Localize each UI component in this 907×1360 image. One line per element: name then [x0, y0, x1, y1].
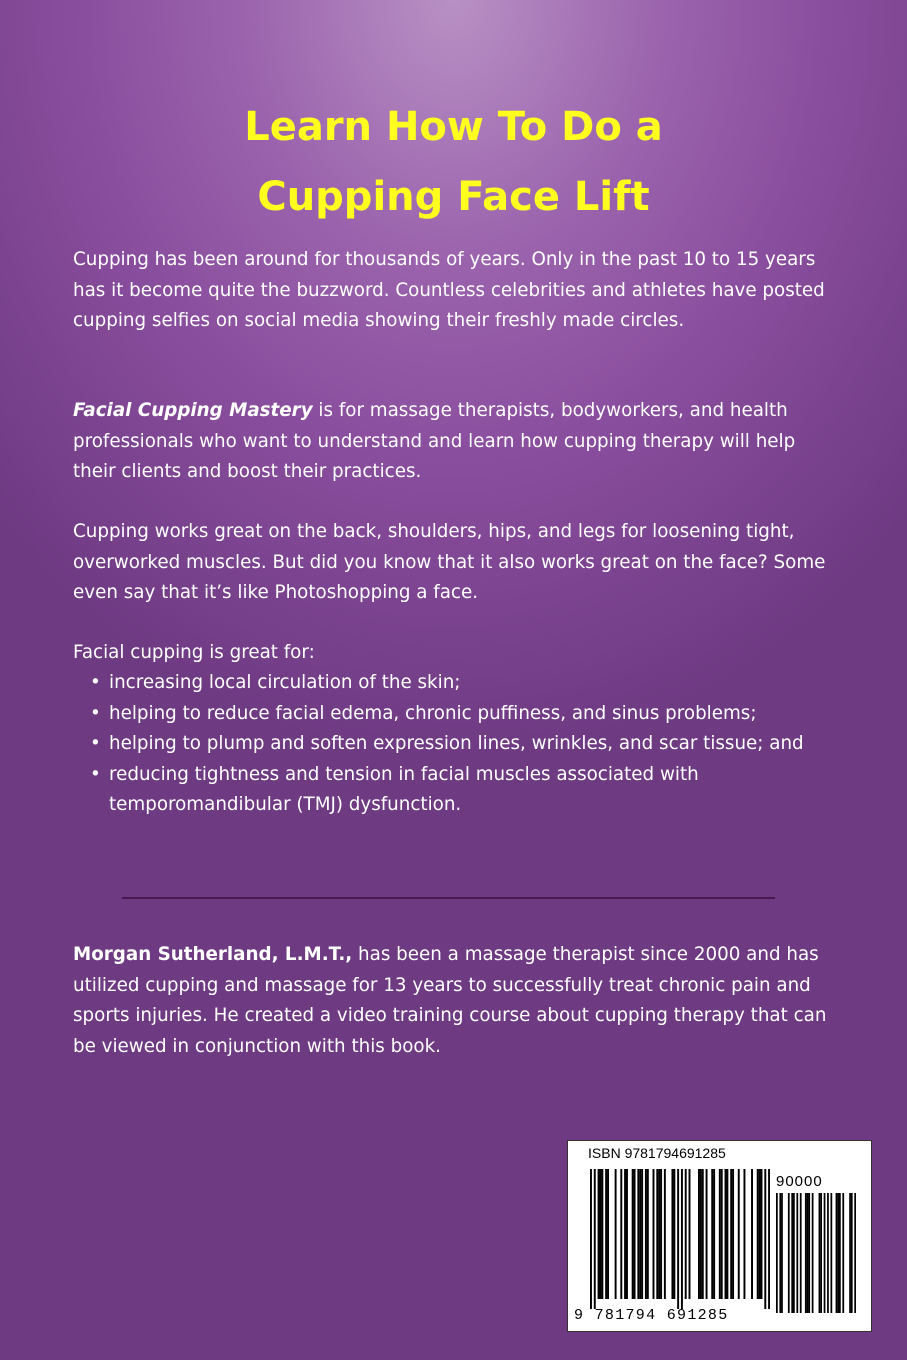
bullet-icon: • — [90, 672, 101, 693]
addon-barcode-bar — [824, 1193, 826, 1313]
barcode-bar — [632, 1169, 634, 1299]
addon-barcode-bar — [819, 1193, 821, 1313]
author-bio-paragraph — [73, 940, 843, 1062]
barcode-bar — [656, 1169, 658, 1299]
barcode-bar — [711, 1169, 713, 1299]
addon-barcode-bar — [836, 1193, 838, 1313]
addon-barcode-bar — [807, 1193, 809, 1313]
barcode-bar — [634, 1169, 636, 1299]
list-item — [73, 668, 843, 699]
addon-barcode-bar — [839, 1193, 841, 1313]
addon-barcode-bar — [788, 1193, 790, 1313]
barcode-bar — [626, 1169, 628, 1299]
list-item — [73, 699, 843, 730]
book-description-paragraph — [73, 396, 843, 488]
barcode-bar — [601, 1169, 603, 1299]
barcode-bar — [624, 1169, 626, 1299]
addon-barcode-bar — [827, 1193, 829, 1313]
isbn-barcode — [567, 1140, 872, 1332]
addon-barcode-bars — [776, 1193, 856, 1313]
ean-digits: 9 781794 691285 — [574, 1307, 729, 1324]
barcode-bar — [726, 1169, 728, 1299]
addon-barcode-bar — [849, 1193, 851, 1313]
barcode-bar — [721, 1169, 723, 1299]
barcode-bar — [732, 1169, 734, 1299]
barcode-bar — [673, 1169, 675, 1299]
barcode-bar — [764, 1169, 766, 1309]
addon-barcode-bar — [776, 1193, 778, 1313]
bullet-icon: • — [90, 702, 101, 724]
addon-barcode-bar — [793, 1193, 795, 1313]
addon-barcode-bar — [779, 1193, 781, 1313]
intro-paragraph: Cupping has been around for thousands of years. Only in the past 10 to 15 years has it become quite the buzzword. Countless celebrities and athletes have posted cupping selfies on social media showing their freshly made circles. — [73, 249, 825, 331]
barcode-bar — [713, 1169, 715, 1299]
barcode-bar — [730, 1169, 732, 1299]
barcode-bar — [700, 1169, 702, 1299]
barcode-bar — [702, 1169, 704, 1299]
barcode-bar — [738, 1169, 740, 1299]
barcode-bar — [605, 1169, 607, 1299]
barcode-bar — [660, 1169, 662, 1299]
body-uses-paragraph: Cupping works great on the back, shoulders, hips, and legs for loosening tight, overworked muscles. But did you know that it also works great on the face? Some even say that it’s like Photoshopping a face. — [73, 521, 826, 603]
barcode-bar — [681, 1169, 683, 1309]
barcode-bar — [689, 1169, 691, 1299]
barcode-bar — [599, 1169, 601, 1299]
author-name: Morgan Sutherland, L.M.T., — [73, 944, 353, 965]
barcode-bar — [743, 1169, 745, 1299]
addon-barcode-bar — [851, 1193, 853, 1313]
barcode-bar — [594, 1169, 596, 1309]
barcode-bar — [639, 1169, 641, 1299]
addon-barcode-bar — [808, 1193, 810, 1313]
author-bio: has been a massage therapist since 2000 and has utilized cupping and massage for 13 years to successfully treat chronic pain and sports injuries. He created a video training course about cupping therapy that can be viewed in conjunction with this book. — [73, 944, 827, 1057]
barcode-bar — [590, 1169, 592, 1309]
isbn-label: ISBN 9781794691285 — [588, 1145, 726, 1161]
addon-barcode-bar — [820, 1193, 822, 1313]
section-divider — [122, 897, 775, 899]
book-name: Facial Cupping Mastery — [73, 400, 313, 421]
barcode-bar — [641, 1169, 643, 1299]
ean-barcode-bars — [590, 1169, 770, 1309]
headline-line-1: Learn How To Do a — [244, 104, 663, 150]
barcode-bar — [757, 1169, 759, 1299]
barcode-bar — [615, 1169, 617, 1299]
addon-barcode-bar — [796, 1193, 798, 1313]
addon-barcode-bar — [805, 1193, 807, 1313]
addon-barcode-bar — [837, 1193, 839, 1313]
benefits-list — [73, 668, 843, 821]
barcode-bar — [653, 1169, 655, 1299]
headline-line-2: Cupping Face Lift — [257, 174, 650, 220]
addon-barcode-bar — [842, 1193, 844, 1313]
barcode-bar — [685, 1169, 687, 1299]
list-item-text: increasing local circulation of the skin; — [109, 672, 461, 693]
barcode-bar — [620, 1169, 622, 1299]
barcode-bar — [598, 1169, 600, 1299]
barcode-bar — [637, 1169, 639, 1299]
barcode-bar — [698, 1169, 700, 1299]
list-item-text: helping to reduce facial edema, chronic puffiness, and sinus problems; — [109, 702, 757, 724]
book-description: is for massage therapists, bodyworkers, and health professionals who want to understand and learn how cupping therapy will help their clients and boost their practices. — [73, 400, 796, 482]
barcode-bar — [759, 1169, 761, 1299]
barcode-bar — [671, 1169, 673, 1299]
addon-barcode-bar — [854, 1193, 856, 1313]
list-item-text: reducing tightness and tension in facial muscles associated with temporomandibular (TMJ) dysfunction. — [109, 763, 699, 815]
addon-barcode-bar — [791, 1193, 793, 1313]
bullet-icon: • — [90, 763, 101, 785]
barcode-bar — [706, 1169, 708, 1299]
addon-barcode-bar — [800, 1193, 802, 1313]
addon-barcode-bar — [781, 1193, 783, 1313]
list-item — [73, 729, 843, 760]
barcode-bar — [761, 1169, 763, 1299]
barcode-bar — [751, 1169, 753, 1299]
barcode-bar — [607, 1169, 609, 1299]
barcode-bar — [719, 1169, 721, 1299]
barcode-bar — [677, 1169, 679, 1309]
price-code: 90000 — [776, 1173, 823, 1190]
barcode-bar — [664, 1169, 666, 1299]
addon-barcode-bar — [812, 1193, 814, 1313]
bullet-icon: • — [90, 733, 101, 754]
list-item — [73, 760, 843, 821]
barcode-bar — [658, 1169, 660, 1299]
list-item-text: helping to plump and soften expression lines, wrinkles, and scar tissue; and — [109, 733, 804, 754]
barcode-bar — [768, 1169, 770, 1309]
barcode-bar — [645, 1169, 647, 1299]
addon-barcode-bar — [830, 1193, 832, 1313]
barcode-bar — [725, 1169, 727, 1299]
cover-headline — [0, 92, 907, 232]
benefits-intro: Facial cupping is great for: — [73, 642, 315, 663]
barcode-bar — [647, 1169, 649, 1299]
